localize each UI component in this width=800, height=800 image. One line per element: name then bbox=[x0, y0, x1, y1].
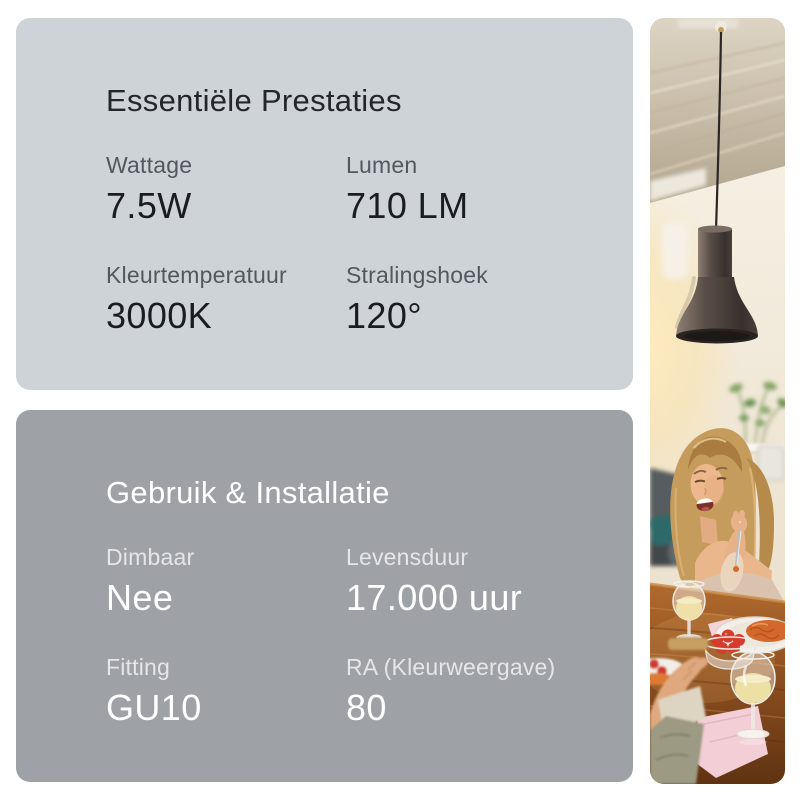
pendant-lamp-dining-scene bbox=[650, 18, 785, 784]
closed-eye-right bbox=[717, 478, 726, 479]
spec-label: Wattage bbox=[106, 151, 193, 178]
spec-card-essential-performance bbox=[16, 18, 633, 390]
lamp-neck bbox=[698, 229, 732, 279]
sleeve bbox=[650, 716, 704, 784]
spec-label: RA (Kleurweergave) bbox=[346, 654, 556, 681]
lifestyle-photo bbox=[650, 18, 785, 784]
spec-label: Fitting bbox=[106, 654, 171, 681]
spec-levensduur bbox=[346, 543, 597, 619]
spec-value: 710 LM bbox=[346, 184, 469, 226]
spec-value: Nee bbox=[106, 576, 174, 618]
spec-value: GU10 bbox=[106, 687, 202, 729]
spec-ra-kleurweergave bbox=[346, 653, 597, 729]
spec-lumen bbox=[346, 151, 597, 227]
spec-dimbaar bbox=[106, 543, 346, 619]
spec-label: Kleurtemperatuur bbox=[106, 262, 287, 289]
wall-speaker bbox=[662, 223, 688, 279]
spec-fitting bbox=[106, 653, 346, 729]
spec-label: Stralingshoek bbox=[346, 262, 488, 289]
spec-card-usage-installation bbox=[16, 410, 633, 782]
card-title: Gebruik & Installatie bbox=[106, 475, 390, 510]
spec-label: Dimbaar bbox=[106, 543, 195, 570]
spec-value: 120° bbox=[346, 295, 423, 337]
spec-value: 80 bbox=[346, 687, 387, 729]
spec-wattage bbox=[106, 151, 346, 227]
spec-label: Levensduur bbox=[346, 543, 469, 570]
ceiling-track bbox=[678, 18, 738, 28]
spec-kleurtemperatuur bbox=[106, 261, 346, 337]
neck bbox=[700, 516, 718, 545]
spec-grid bbox=[106, 151, 597, 338]
spec-value: 3000K bbox=[106, 295, 213, 337]
spec-label: Lumen bbox=[346, 151, 418, 178]
ring bbox=[739, 521, 741, 523]
card-title: Essentiële Prestaties bbox=[106, 83, 402, 118]
spec-grid bbox=[106, 543, 597, 730]
spec-stralingshoek bbox=[346, 261, 597, 337]
spec-value: 7.5W bbox=[106, 184, 192, 226]
spec-value: 17.000 uur bbox=[346, 576, 523, 618]
